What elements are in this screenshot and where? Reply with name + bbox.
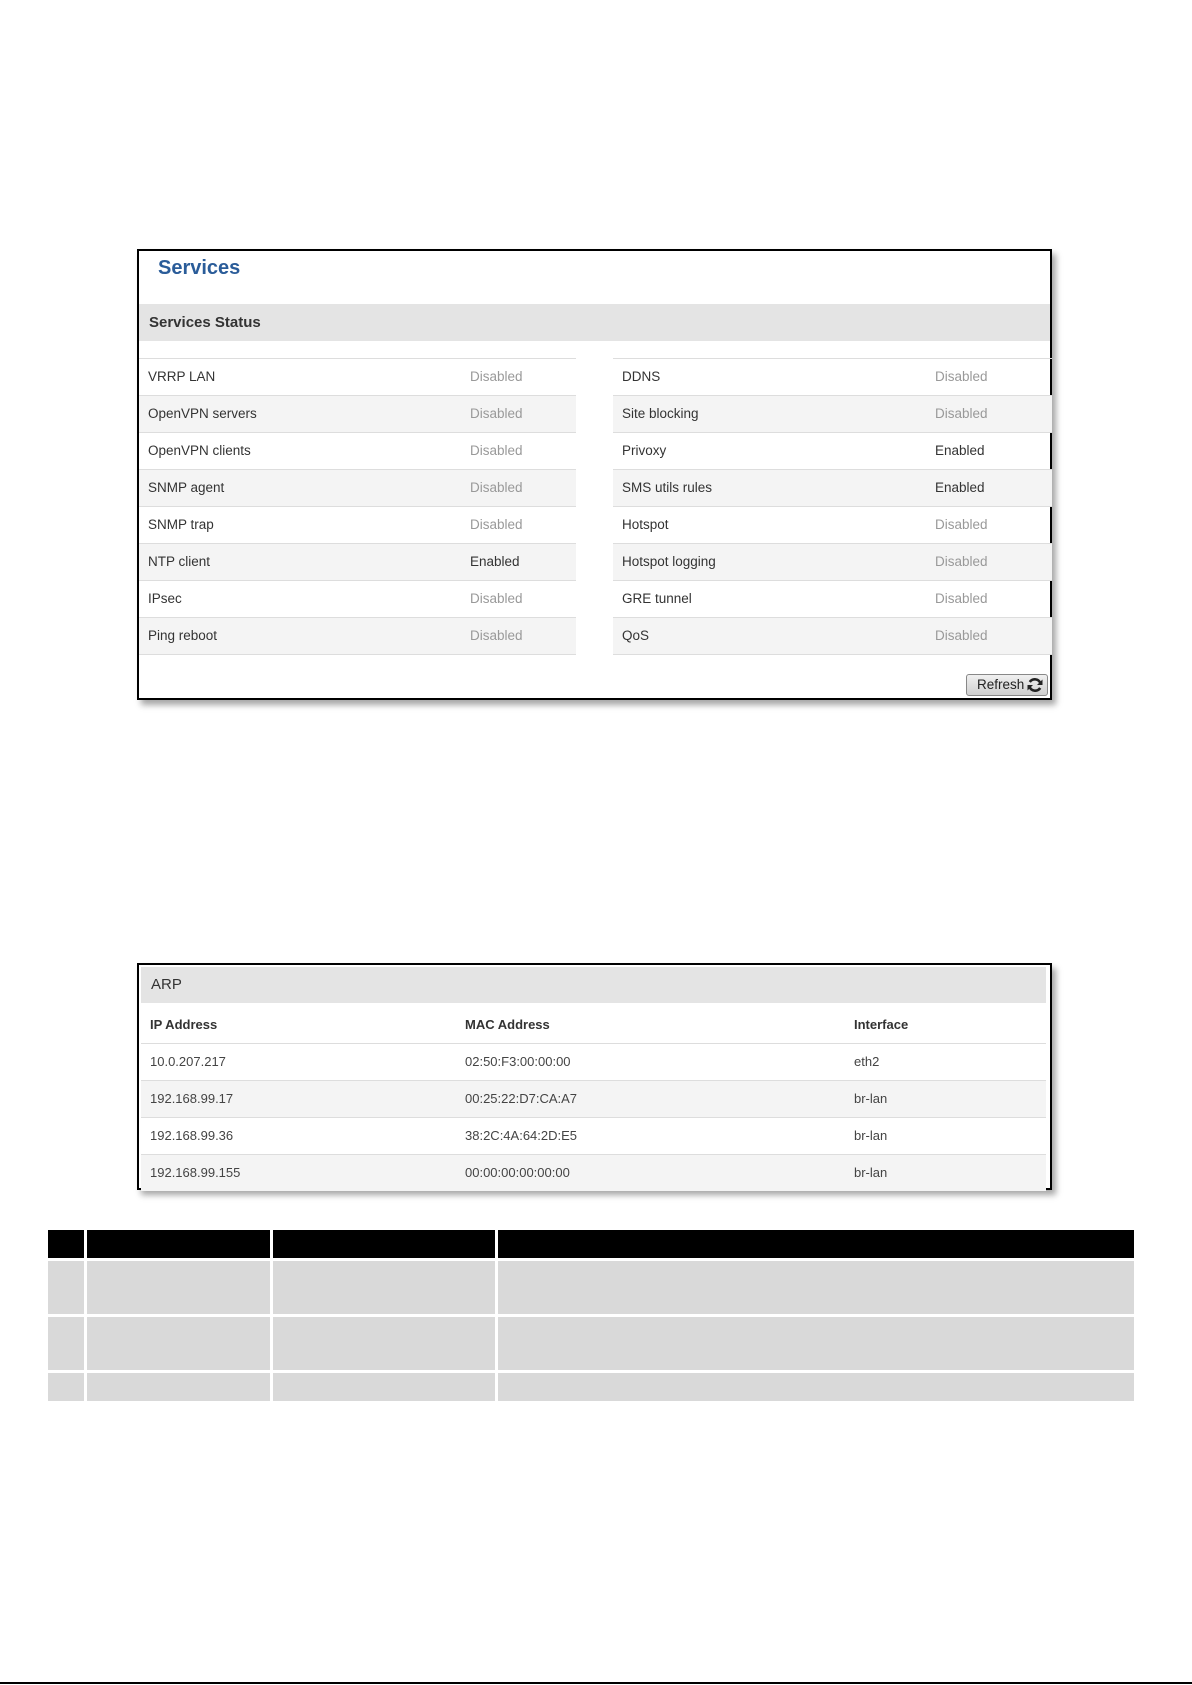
table-cell <box>87 1261 270 1314</box>
service-row <box>613 617 1052 655</box>
service-status: Enabled <box>935 480 985 495</box>
interface-cell: eth2 <box>854 1054 880 1069</box>
service-status: Disabled <box>935 554 988 569</box>
services-left-column <box>139 358 576 655</box>
services-status-header: Services Status <box>139 304 1050 341</box>
service-name: Hotspot logging <box>622 554 716 569</box>
table-cell <box>498 1373 1134 1401</box>
service-name: IPsec <box>148 591 182 606</box>
service-row <box>139 506 576 543</box>
document-table <box>48 1230 1134 1401</box>
service-status: Disabled <box>470 406 523 421</box>
service-row <box>613 358 1052 395</box>
service-row <box>139 580 576 617</box>
table-cell <box>273 1373 495 1401</box>
table-cell <box>273 1317 495 1370</box>
table-cell <box>498 1317 1134 1370</box>
service-status: Disabled <box>470 628 523 643</box>
service-status: Enabled <box>470 554 520 569</box>
header-cell <box>498 1230 1134 1258</box>
mac-cell: 02:50:F3:00:00:00 <box>465 1054 571 1069</box>
table-row <box>141 1043 1046 1080</box>
service-name: Ping reboot <box>148 628 218 643</box>
service-row <box>139 432 576 469</box>
service-status: Disabled <box>935 406 988 421</box>
document-table-row <box>48 1317 1134 1370</box>
service-name: Hotspot <box>622 517 669 532</box>
service-name: GRE tunnel <box>622 591 692 606</box>
interface-cell: br-lan <box>854 1165 888 1180</box>
service-status: Disabled <box>470 480 523 495</box>
mac-cell: 00:00:00:00:00:00 <box>465 1165 570 1180</box>
service-row <box>139 358 576 395</box>
table-cell <box>87 1317 270 1370</box>
services-right-column <box>613 358 1052 655</box>
service-row <box>613 580 1052 617</box>
ip-cell: 192.168.99.155 <box>150 1165 241 1180</box>
interface-cell: br-lan <box>854 1091 888 1106</box>
document-table-row <box>48 1373 1134 1401</box>
service-name: Privoxy <box>622 443 667 458</box>
service-status: Disabled <box>470 517 523 532</box>
interface-cell: br-lan <box>854 1128 888 1143</box>
service-row <box>613 506 1052 543</box>
service-row <box>613 469 1052 506</box>
service-status: Disabled <box>470 443 523 458</box>
service-row <box>139 543 576 580</box>
arp-title: ARP <box>141 967 1046 1003</box>
header-cell <box>48 1230 84 1258</box>
mac-cell: 00:25:22:D7:CA:A7 <box>465 1091 578 1106</box>
table-cell <box>48 1261 84 1314</box>
service-name: DDNS <box>622 369 661 384</box>
header-cell <box>87 1230 270 1258</box>
ip-cell: 192.168.99.36 <box>150 1128 234 1143</box>
service-status: Disabled <box>935 591 988 606</box>
service-row <box>613 543 1052 580</box>
table-cell <box>48 1373 84 1401</box>
table-cell <box>87 1373 270 1401</box>
table-cell <box>498 1261 1134 1314</box>
service-status: Disabled <box>935 628 988 643</box>
ip-cell: 192.168.99.17 <box>150 1091 234 1106</box>
mac-cell: 38:2C:4A:64:2D:E5 <box>465 1128 578 1143</box>
table-cell <box>273 1261 495 1314</box>
table-row <box>141 1080 1046 1117</box>
arp-header-row <box>141 1007 1046 1043</box>
document-table-header <box>48 1230 1134 1258</box>
service-row <box>139 617 576 655</box>
services-panel <box>137 249 1052 700</box>
service-name: OpenVPN servers <box>148 406 257 421</box>
service-name: SNMP agent <box>148 480 225 495</box>
column-header-interface: Interface <box>854 1017 909 1032</box>
services-title: Services <box>158 257 241 279</box>
service-name: QoS <box>622 628 650 643</box>
service-status: Disabled <box>470 591 523 606</box>
table-cell <box>48 1317 84 1370</box>
ip-cell: 10.0.207.217 <box>150 1054 226 1069</box>
service-name: VRRP LAN <box>148 369 216 384</box>
service-status: Disabled <box>935 517 988 532</box>
arp-panel <box>137 963 1052 1190</box>
service-name: NTP client <box>148 554 211 569</box>
document-table-row <box>48 1261 1134 1314</box>
table-row <box>141 1117 1046 1154</box>
service-status: Enabled <box>935 443 985 458</box>
service-row <box>139 469 576 506</box>
refresh-button[interactable] <box>966 674 1048 696</box>
header-cell <box>273 1230 495 1258</box>
table-row <box>141 1154 1046 1191</box>
refresh-icon <box>1027 677 1043 693</box>
service-name: SNMP trap <box>148 517 214 532</box>
service-status: Disabled <box>935 369 988 384</box>
service-status: Disabled <box>470 369 523 384</box>
service-row <box>613 432 1052 469</box>
service-name: SMS utils rules <box>622 480 713 495</box>
service-row <box>613 395 1052 432</box>
column-header-ip: IP Address <box>150 1017 218 1032</box>
service-name: OpenVPN clients <box>148 443 251 458</box>
footer-rule <box>0 1682 1192 1684</box>
service-name: Site blocking <box>622 406 699 421</box>
arp-table <box>141 1007 1046 1191</box>
service-row <box>139 395 576 432</box>
refresh-button-label: Refresh <box>977 677 1025 692</box>
column-header-mac: MAC Address <box>465 1017 550 1032</box>
